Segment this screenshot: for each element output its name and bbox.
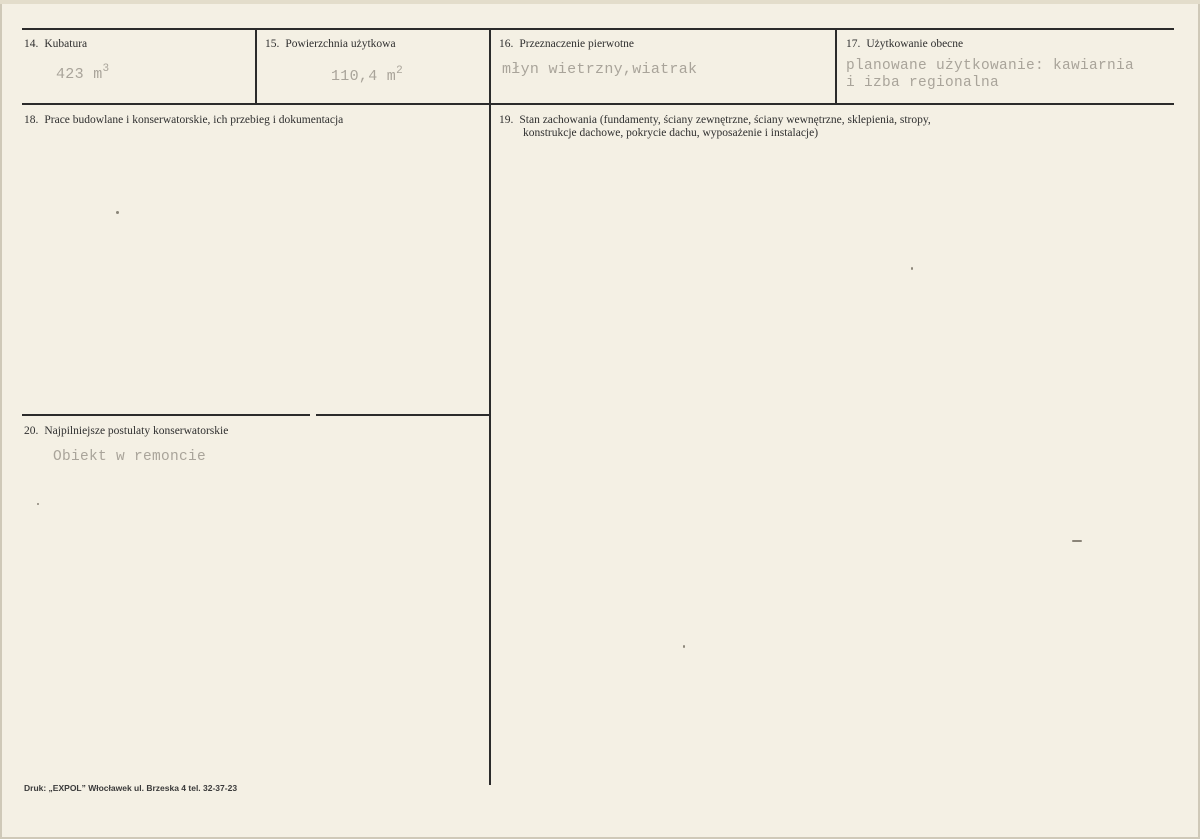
field-15-title: Powierzchnia użytkowa	[285, 38, 396, 50]
col-divider-14-15	[255, 28, 257, 105]
field-15-number: 15.	[265, 38, 280, 50]
col-divider-15-16	[489, 28, 491, 785]
field-14-label	[24, 38, 87, 51]
paper-speck	[37, 503, 39, 505]
field-18-title: Prace budowlane i konserwatorskie, ich przebieg i dokumentacja	[44, 114, 344, 126]
paper-speck	[1072, 540, 1082, 542]
field-16-value: młyn wietrzny,wiatrak	[502, 61, 698, 78]
printer-footer: Druk: „EXPOL” Włocławek ul. Brzeska 4 tel. 32-37-23	[24, 783, 238, 793]
field-20-title: Najpilniejsze postulaty konserwatorskie	[44, 425, 229, 437]
col-divider-16-17	[835, 28, 837, 105]
field-20-value: Obiekt w remoncie	[53, 449, 207, 465]
field-15-value	[331, 65, 403, 85]
paper-speck	[683, 645, 685, 648]
field-19-label-line2: konstrukcje dachowe, pokrycie dachu, wyposażenie i instalacje)	[523, 127, 819, 139]
field-16-title: Przeznaczenie pierwotne	[519, 38, 634, 50]
field-14-number: 14.	[24, 38, 39, 50]
field-15-label	[265, 38, 396, 51]
field-19-title-line1: Stan zachowania (fundamenty, ściany zewnętrzne, ściany wewnętrzne, sklepienia, stropy,	[519, 114, 931, 126]
paper-speck	[911, 267, 913, 270]
card-top-edge	[0, 0, 1200, 4]
row-divider-1	[22, 103, 1174, 105]
field-20-number: 20.	[24, 425, 39, 437]
field-18-label	[24, 114, 343, 127]
row-divider-2b	[316, 414, 490, 416]
field-16-number: 16.	[499, 38, 514, 50]
field-14-title: Kubatura	[44, 38, 88, 50]
field-14-value-exponent: 3	[102, 63, 110, 75]
field-20-label	[24, 425, 228, 438]
field-14-value-text: 423 m	[56, 66, 103, 83]
field-17-value-line1: planowane użytkowanie: kawiarnia	[846, 58, 1135, 74]
field-17-number: 17.	[846, 38, 861, 50]
field-19-number: 19.	[499, 114, 514, 126]
paper-speck	[116, 211, 119, 214]
field-15-value-text: 110,4 m	[331, 68, 397, 85]
field-17-value-line2: i izba regionalna	[846, 75, 1000, 91]
field-15-value-exponent: 2	[396, 65, 404, 77]
field-16-label	[499, 38, 634, 51]
field-17-title: Użytkowanie obecne	[866, 38, 964, 50]
field-17-label	[846, 38, 963, 51]
top-rule	[22, 28, 1174, 30]
field-18-number: 18.	[24, 114, 39, 126]
row-divider-2a	[22, 414, 310, 416]
field-14-value	[56, 63, 109, 83]
field-19-label	[499, 114, 931, 127]
